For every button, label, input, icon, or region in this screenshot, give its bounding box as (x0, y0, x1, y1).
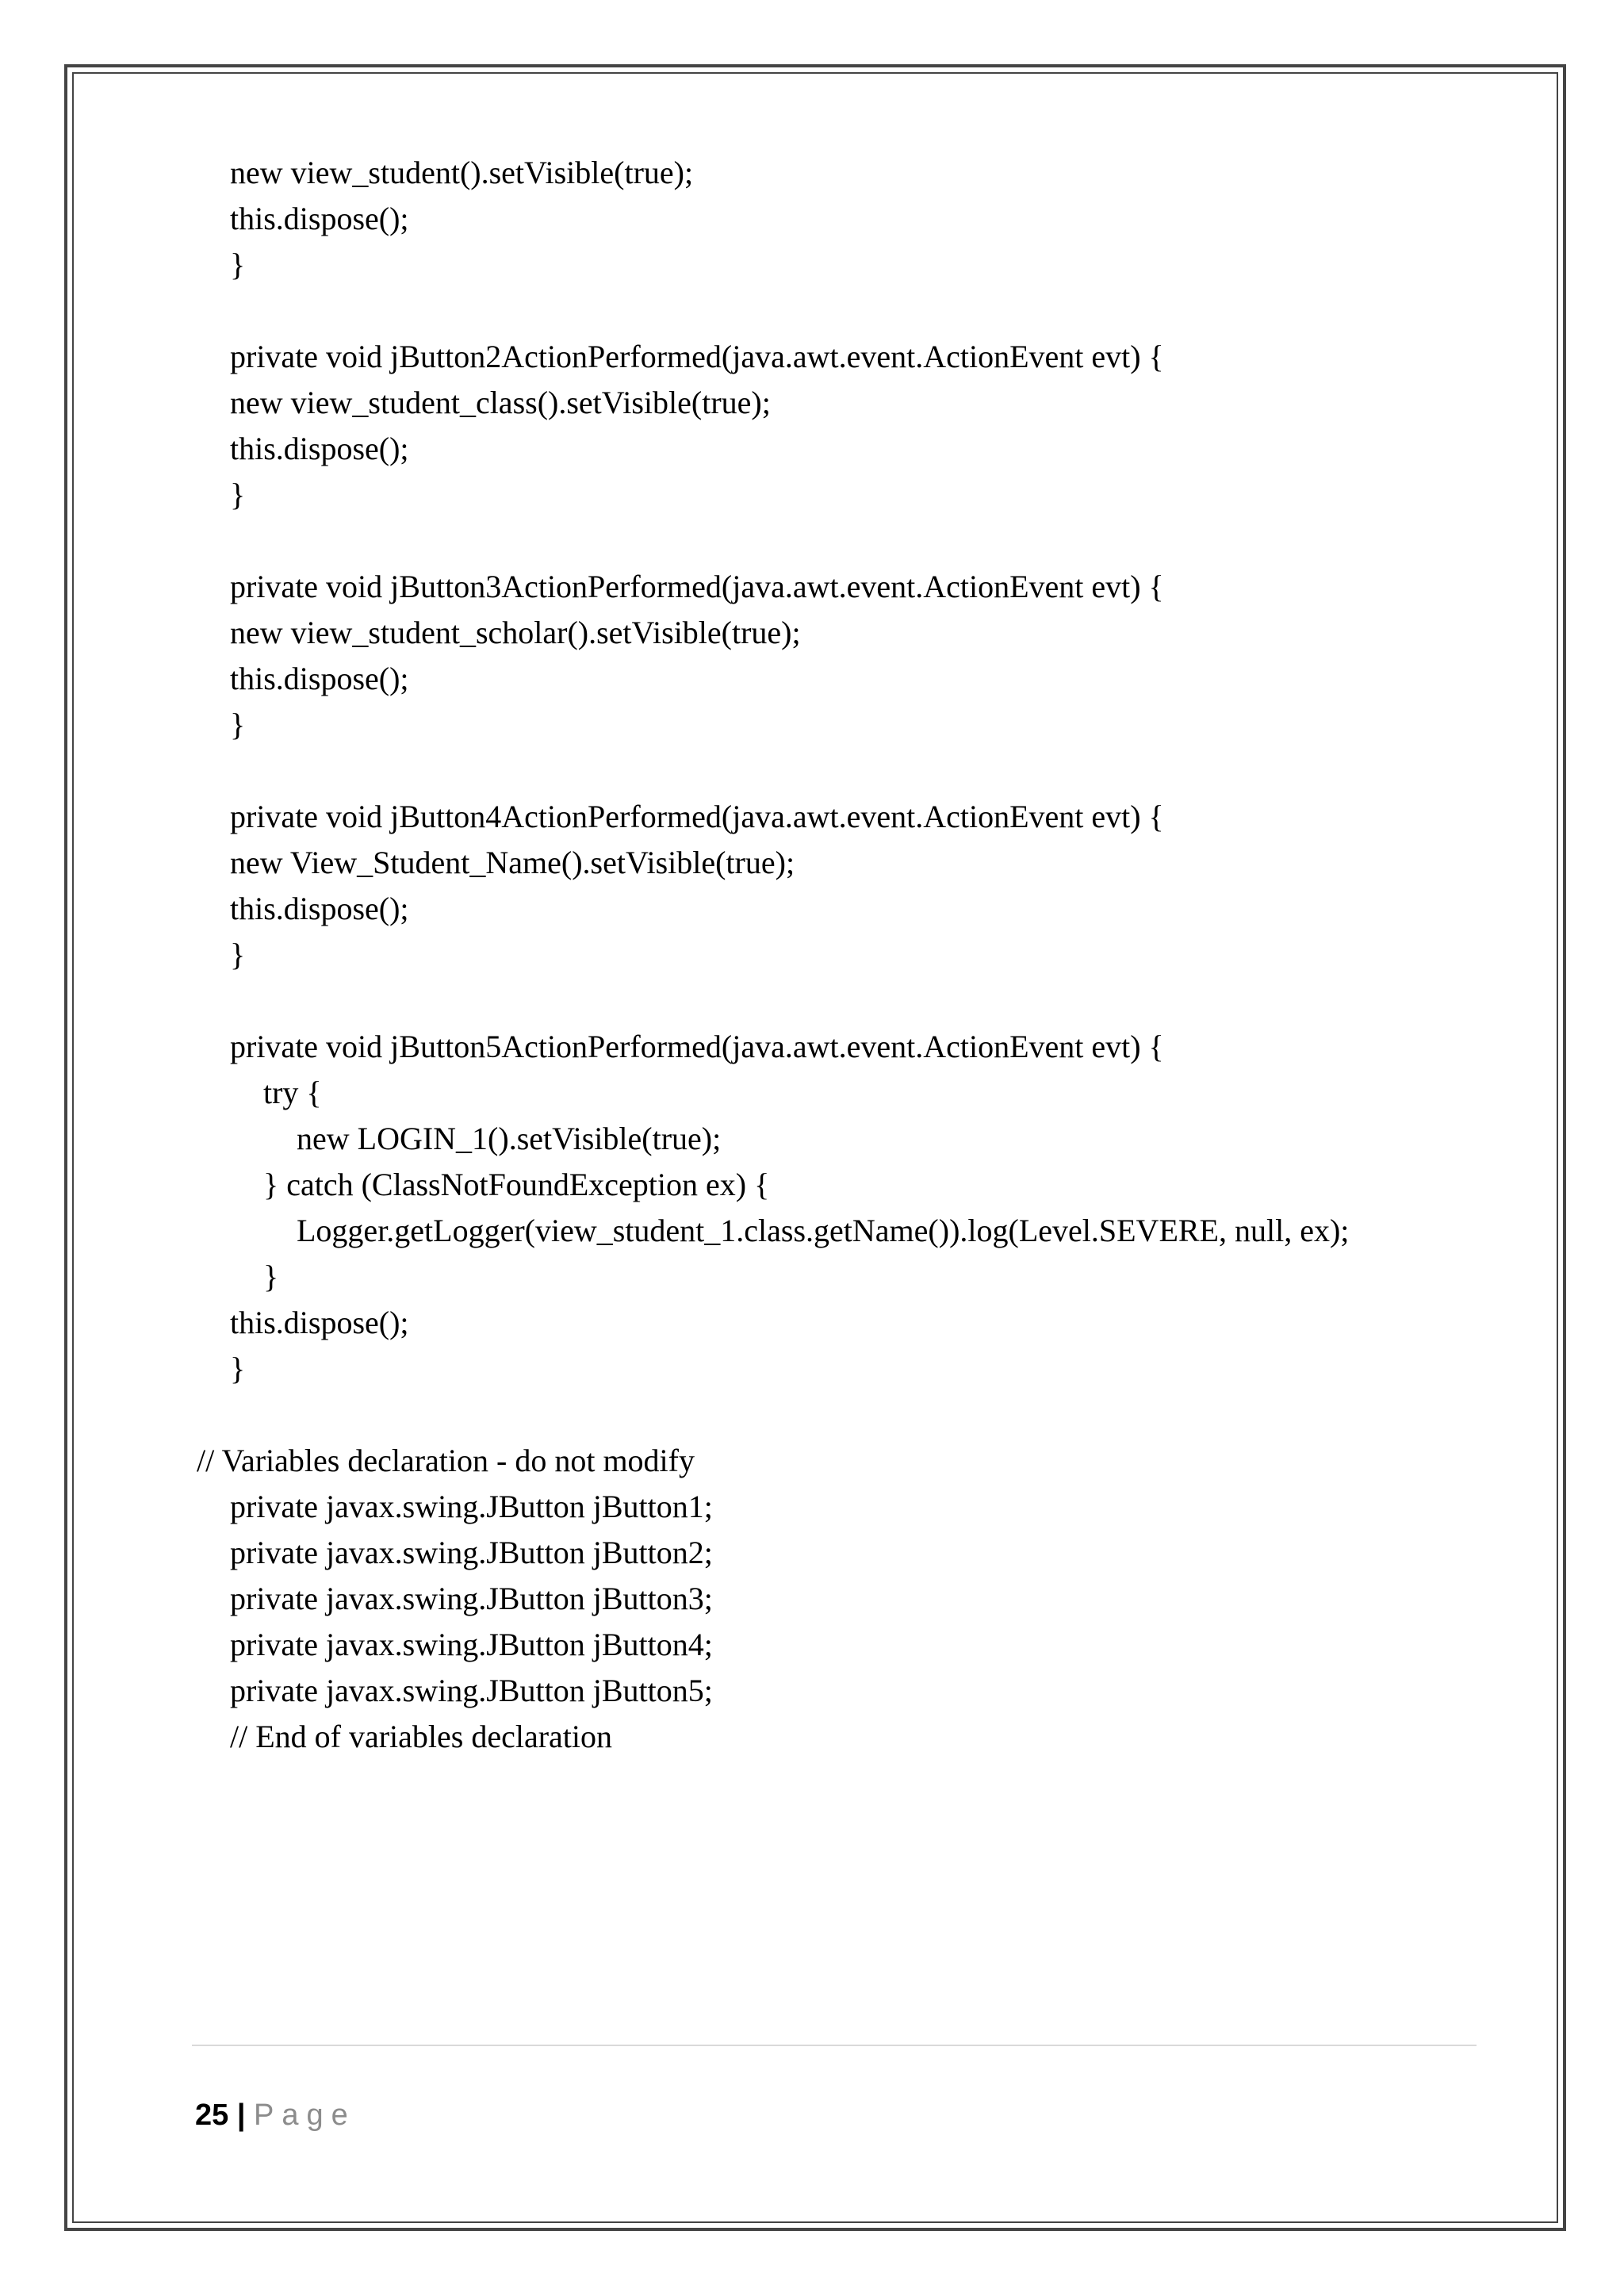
footer-divider (192, 2045, 1477, 2046)
code-line: this.dispose(); (230, 1305, 409, 1340)
code-line: this.dispose(); (230, 431, 409, 466)
code-line: new view_student_scholar().setVisible(true); (230, 615, 801, 650)
code-comment: // End of variables declaration (230, 1719, 613, 1754)
code-line: } catch (ClassNotFoundException ex) { (263, 1167, 770, 1202)
code-line: private javax.swing.JButton jButton1; (230, 1489, 713, 1524)
page-label: Page (254, 2099, 356, 2132)
code-line: Logger.getLogger(view_student_1.class.getName()).log(Level.SEVERE, null, ex); (297, 1213, 1350, 1248)
code-line: new view_student().setVisible(true); (230, 155, 694, 190)
page-separator: | (236, 2099, 246, 2132)
code-line: private void jButton4ActionPerformed(java.awt.event.ActionEvent evt) { (230, 799, 1164, 834)
code-line: private javax.swing.JButton jButton2; (230, 1535, 713, 1570)
code-line: new LOGIN_1().setVisible(true); (297, 1121, 722, 1156)
code-line: new view_student_class().setVisible(true); (230, 385, 771, 420)
code-line: } (230, 707, 246, 742)
code-line: new View_Student_Name().setVisible(true); (230, 845, 795, 880)
code-line: private void jButton2ActionPerformed(java.awt.event.ActionEvent evt) { (230, 339, 1164, 374)
code-line: private void jButton5ActionPerformed(java.awt.event.ActionEvent evt) { (230, 1029, 1164, 1064)
page-footer (195, 2097, 356, 2133)
code-line: this.dispose(); (230, 891, 409, 926)
code-line: } (263, 1259, 279, 1294)
code-line: private void jButton3ActionPerformed(java.awt.event.ActionEvent evt) { (230, 569, 1164, 604)
code-line: private javax.swing.JButton jButton5; (230, 1673, 713, 1708)
code-line: } (230, 937, 246, 972)
code-line: private javax.swing.JButton jButton4; (230, 1627, 713, 1662)
code-line: } (230, 477, 246, 512)
code-line: this.dispose(); (230, 661, 409, 696)
code-line: try { (263, 1075, 322, 1110)
page-number: 25 (195, 2099, 229, 2132)
code-line: this.dispose(); (230, 201, 409, 236)
code-comment: // Variables declaration - do not modify (197, 1443, 695, 1478)
code-line: } (230, 1351, 246, 1386)
code-line: } (230, 247, 246, 282)
code-line: private javax.swing.JButton jButton3; (230, 1581, 713, 1616)
